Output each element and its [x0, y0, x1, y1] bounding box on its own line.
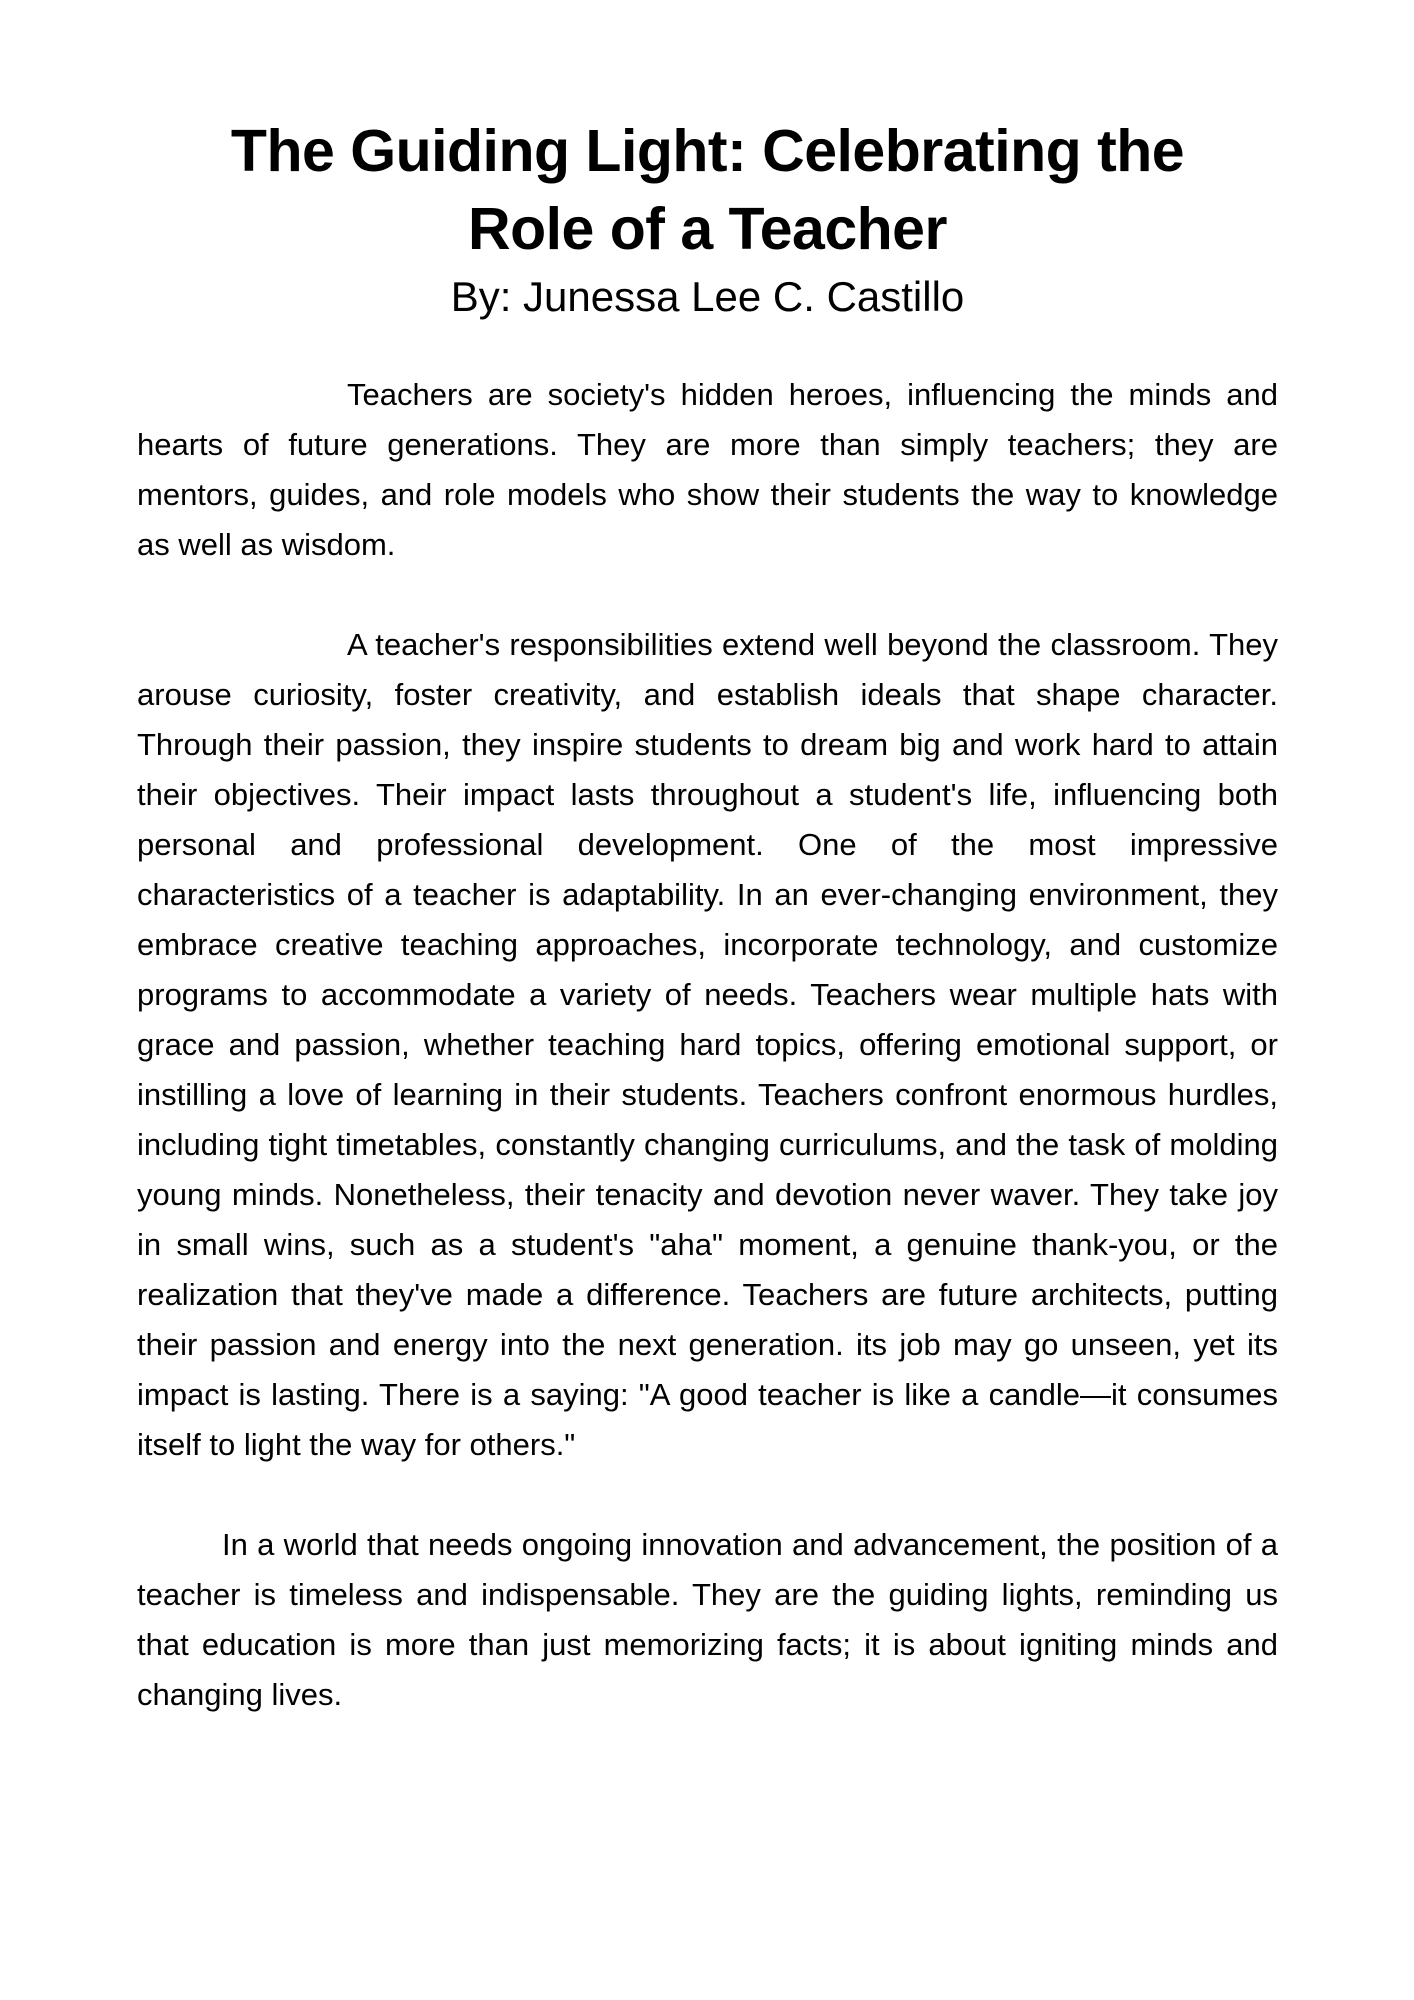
title-line-1: The Guiding Light: Celebrating the [230, 118, 1185, 184]
essay-body [137, 370, 1278, 1720]
paragraph-main: A teacher's responsibilities extend well beyond the classroom. They arouse curiosity, foster creativity, and establish ideals that shape character. Through their passion, they inspire students to dream big and work hard to attain their objectives. Their impact lasts throughout a student's life, influencing both personal and professional development. One of the most impressive characteristics of a teacher is adaptability. In an ever-changing environment, they embrace creative teaching approaches, incorporate technology, and customize programs to accommodate a variety of needs. Teachers wear multiple hats with grace and passion, whether teaching hard topics, offering emotional support, or instilling a love of learning in their students. Teachers confront enormous hurdles, including tight timetables, constantly changing curriculums, and the task of molding young minds. Nonetheless, their tenacity and devotion never waver. They take joy in small wins, such as a student's "aha" moment, a genuine thank-you, or the realization that they've made a difference. Teachers are future architects, putting their passion and energy into the next generation. its job may go unseen, yet its impact is lasting. There is a saying: "A good teacher is like a candle—it consumes itself to light the way for others." [137, 627, 1278, 1462]
title-line-2: Role of a Teacher [468, 196, 947, 262]
paragraph-intro: Teachers are society's hidden heroes, influencing the minds and hearts of future generations. They are more than simply teachers; they are mentors, guides, and role models who show their students the way to knowledge as well as wisdom. [137, 377, 1278, 562]
document-title [137, 112, 1278, 268]
paragraph-conclusion: In a world that needs ongoing innovation and advancement, the position of a teacher is timeless and indispensable. They are the guiding lights, reminding us that education is more than just memorizing facts; it is about igniting minds and changing lives. [137, 1527, 1278, 1712]
byline: By: Junessa Lee C. Castillo [450, 273, 965, 320]
